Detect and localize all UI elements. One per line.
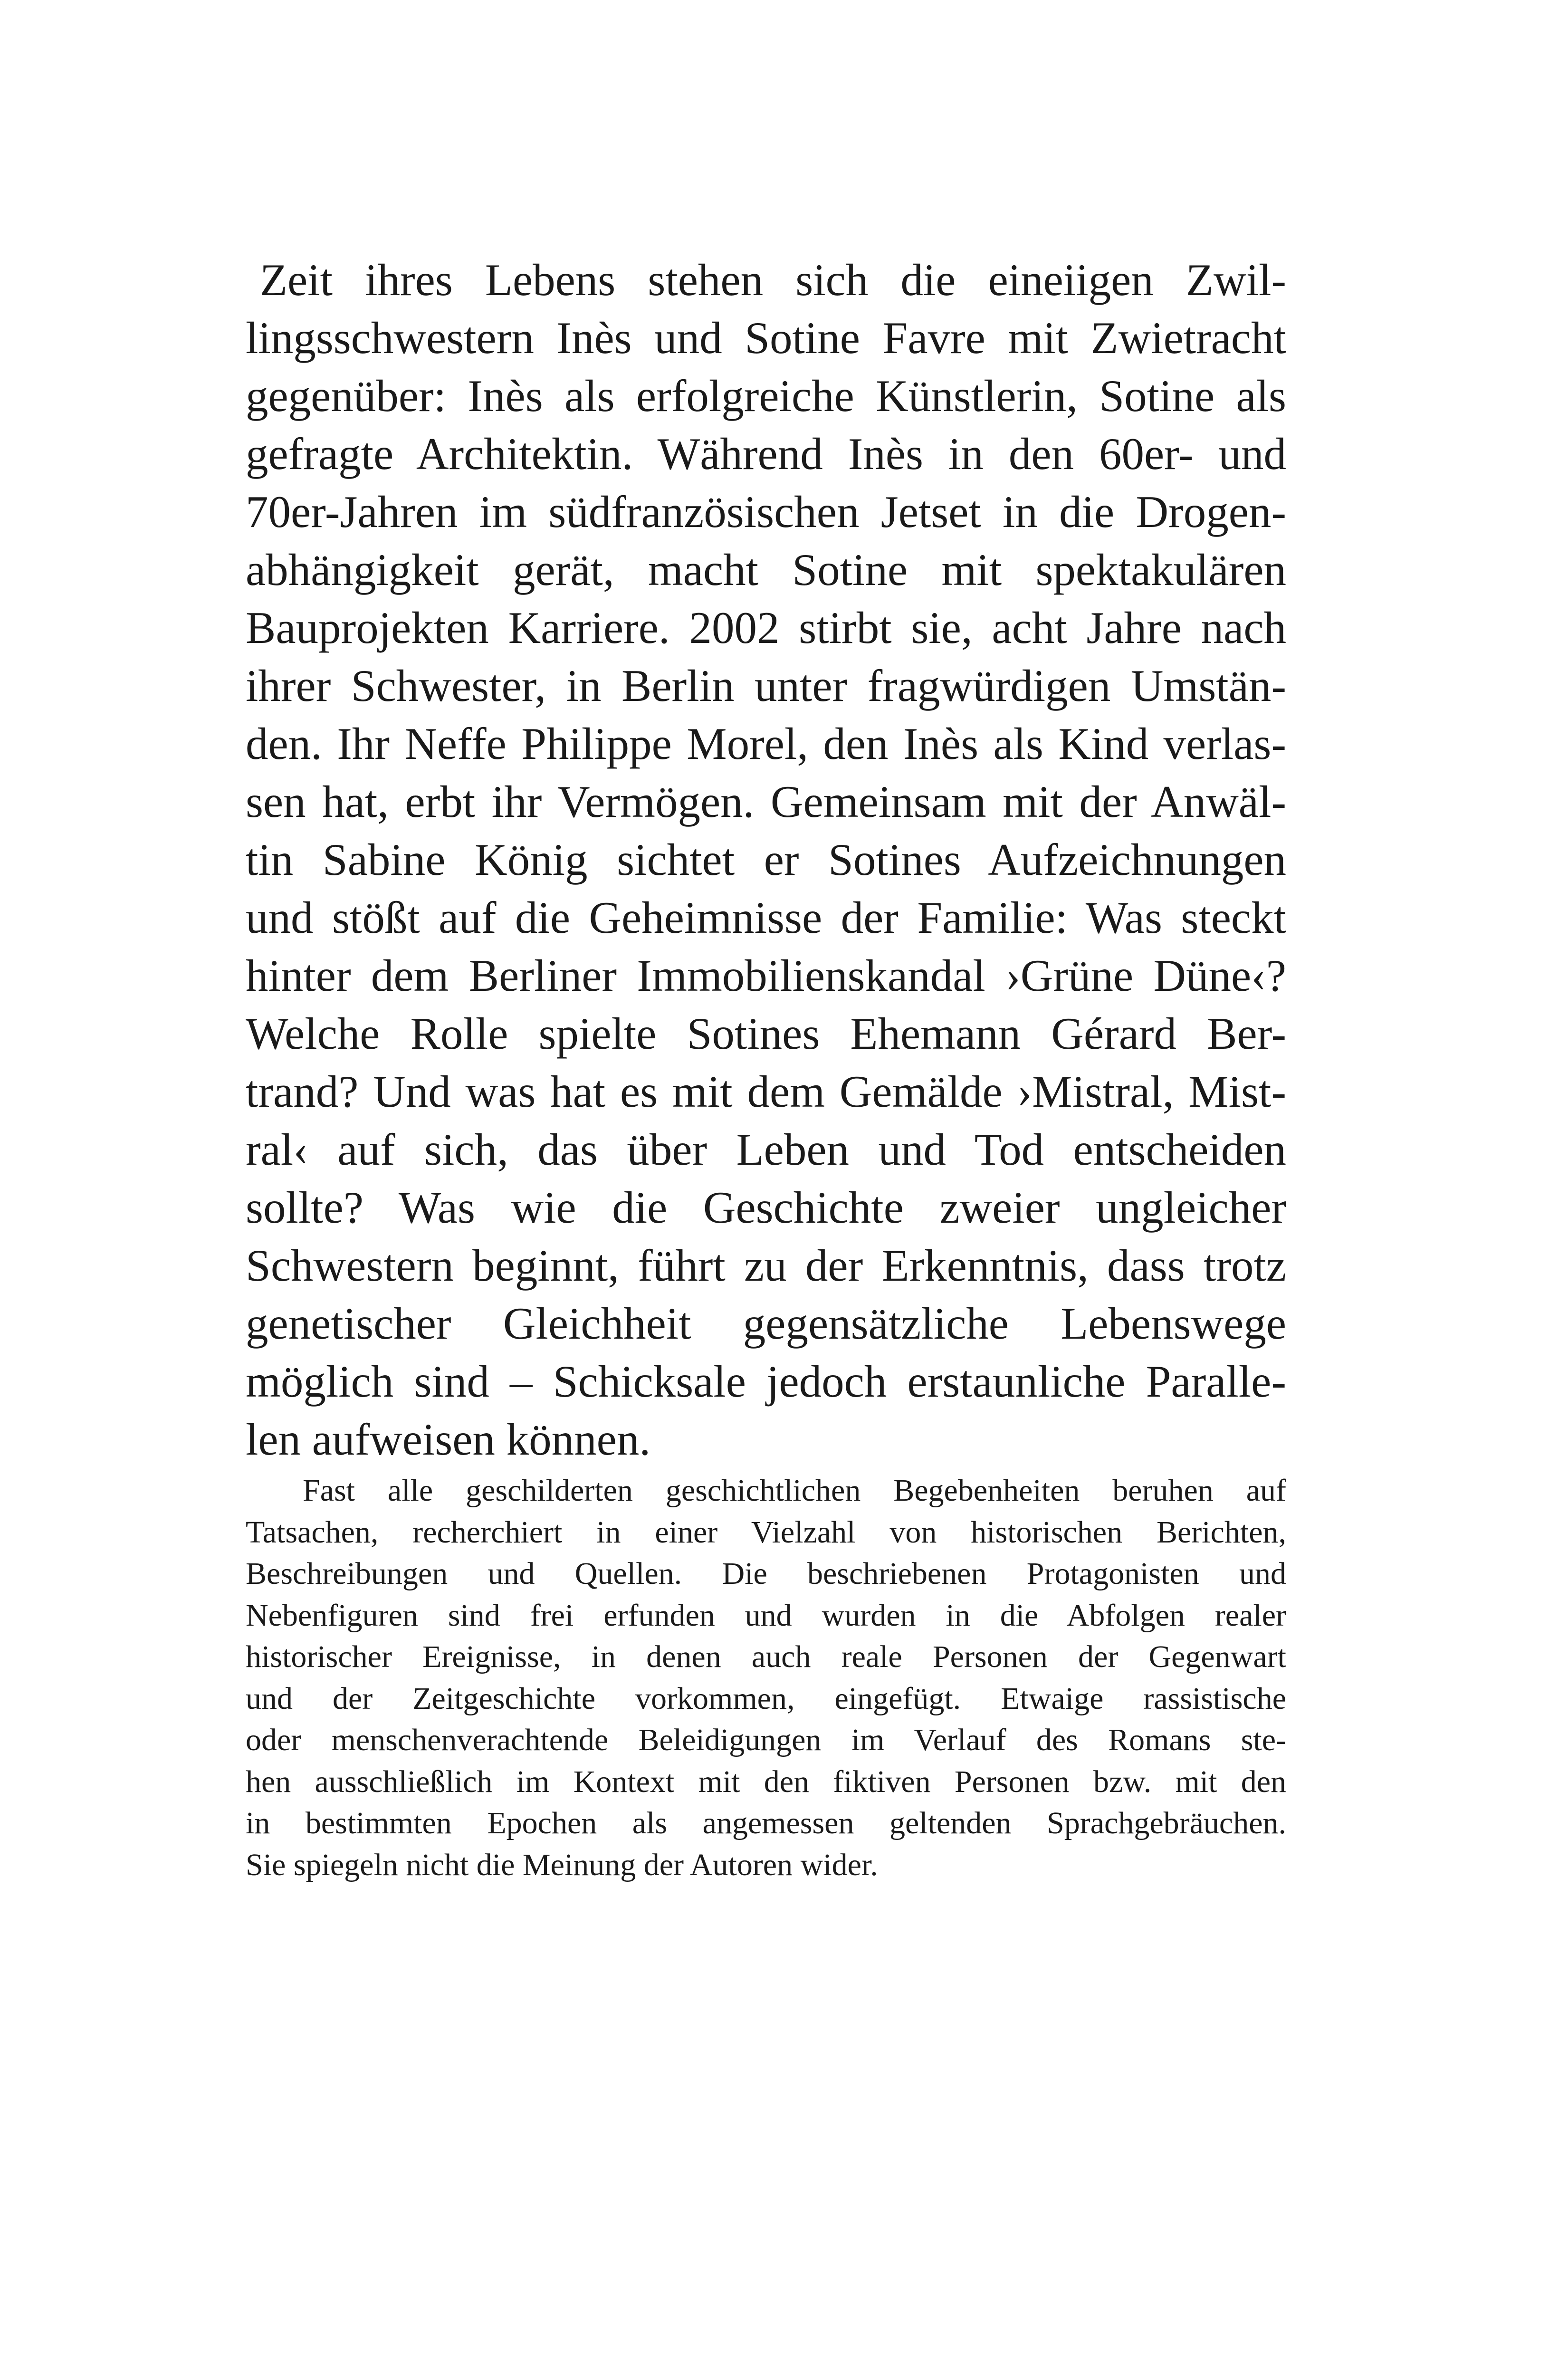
note-line: und der Zeitgeschichte vorkommen, eingefügt. Etwaige rassistische [246, 1681, 1286, 1716]
blurb-line: genetischer Gleichheit gegensätzliche Lebenswege [246, 1298, 1286, 1349]
blurb-line: Zeit ihres Lebens stehen sich die eineiigen Zwil- [260, 255, 1286, 305]
blurb-line: Welche Rolle spielte Sotines Ehemann Gérard Ber- [246, 1008, 1286, 1059]
blurb-line: gefragte Architektin. Während Inès in den 60er- und [246, 429, 1286, 479]
note-line: hen ausschließlich im Kontext mit den fiktiven Personen bzw. mit den [246, 1764, 1286, 1799]
blurb-line: hinter dem Berliner Immobilienskandal ›Grüne Düne‹? [246, 950, 1286, 1001]
blurb-line: trand? Und was hat es mit dem Gemälde ›Mistral, Mist- [246, 1066, 1286, 1117]
note-line: Nebenfiguren sind frei erfunden und wurden in die Abfolgen realer [246, 1598, 1286, 1633]
blurb-line: ihrer Schwester, in Berlin unter fragwürdigen Umstän- [246, 661, 1286, 711]
note-line: historischer Ereignisse, in denen auch reale Personen der Gegenwart [246, 1639, 1286, 1674]
blurb-line: 70er-Jahren im südfranzösischen Jetset in die Drogen- [246, 487, 1286, 537]
blurb-line: sollte? Was wie die Geschichte zweier ungleicher [246, 1182, 1286, 1233]
blurb-line: den. Ihr Neffe Philippe Morel, den Inès als Kind verlas- [246, 719, 1286, 769]
blurb-line: Schwestern beginnt, führt zu der Erkenntnis, dass trotz [246, 1240, 1286, 1291]
blurb-line: und stößt auf die Geheimnisse der Familie: Was steckt [246, 892, 1286, 943]
blurb-line: abhängigkeit gerät, macht Sotine mit spektakulären [246, 545, 1286, 595]
blurb-line: Bauprojekten Karriere. 2002 stirbt sie, acht Jahre nach [246, 603, 1286, 653]
note-line: oder menschenverachtende Beleidigungen im Verlauf des Romans ste- [246, 1723, 1286, 1757]
blurb-paragraph [246, 251, 1286, 1468]
note-line: Fast alle geschilderten geschichtlichen Begebenheiten beruhen auf [303, 1473, 1286, 1508]
note-line: Sie spiegeln nicht die Meinung der Autoren wider. [246, 1847, 878, 1882]
note-line: in bestimmten Epochen als angemessen geltenden Sprachgebräuchen. [246, 1806, 1286, 1840]
blurb-line: len aufweisen können. [246, 1414, 651, 1465]
blurb-line: ral‹ auf sich, das über Leben und Tod entscheiden [246, 1124, 1286, 1175]
note-line: Tatsachen, recherchiert in einer Vielzahl von historischen Berichten, [246, 1514, 1286, 1550]
author-note-paragraph [246, 1470, 1286, 1886]
blurb-line: tin Sabine König sichtet er Sotines Aufzeichnungen [246, 834, 1286, 885]
blurb-line: möglich sind – Schicksale jedoch erstaunliche Paralle- [246, 1356, 1286, 1407]
note-line: Beschreibungen und Quellen. Die beschriebenen Protagonisten und [246, 1556, 1286, 1591]
blurb-line: lingsschwestern Inès und Sotine Favre mit Zwietracht [246, 313, 1286, 363]
blurb-line: sen hat, erbt ihr Vermögen. Gemeinsam mit der Anwäl- [246, 776, 1286, 827]
blurb-line: gegenüber: Inès als erfolgreiche Künstlerin, Sotine als [246, 371, 1286, 421]
